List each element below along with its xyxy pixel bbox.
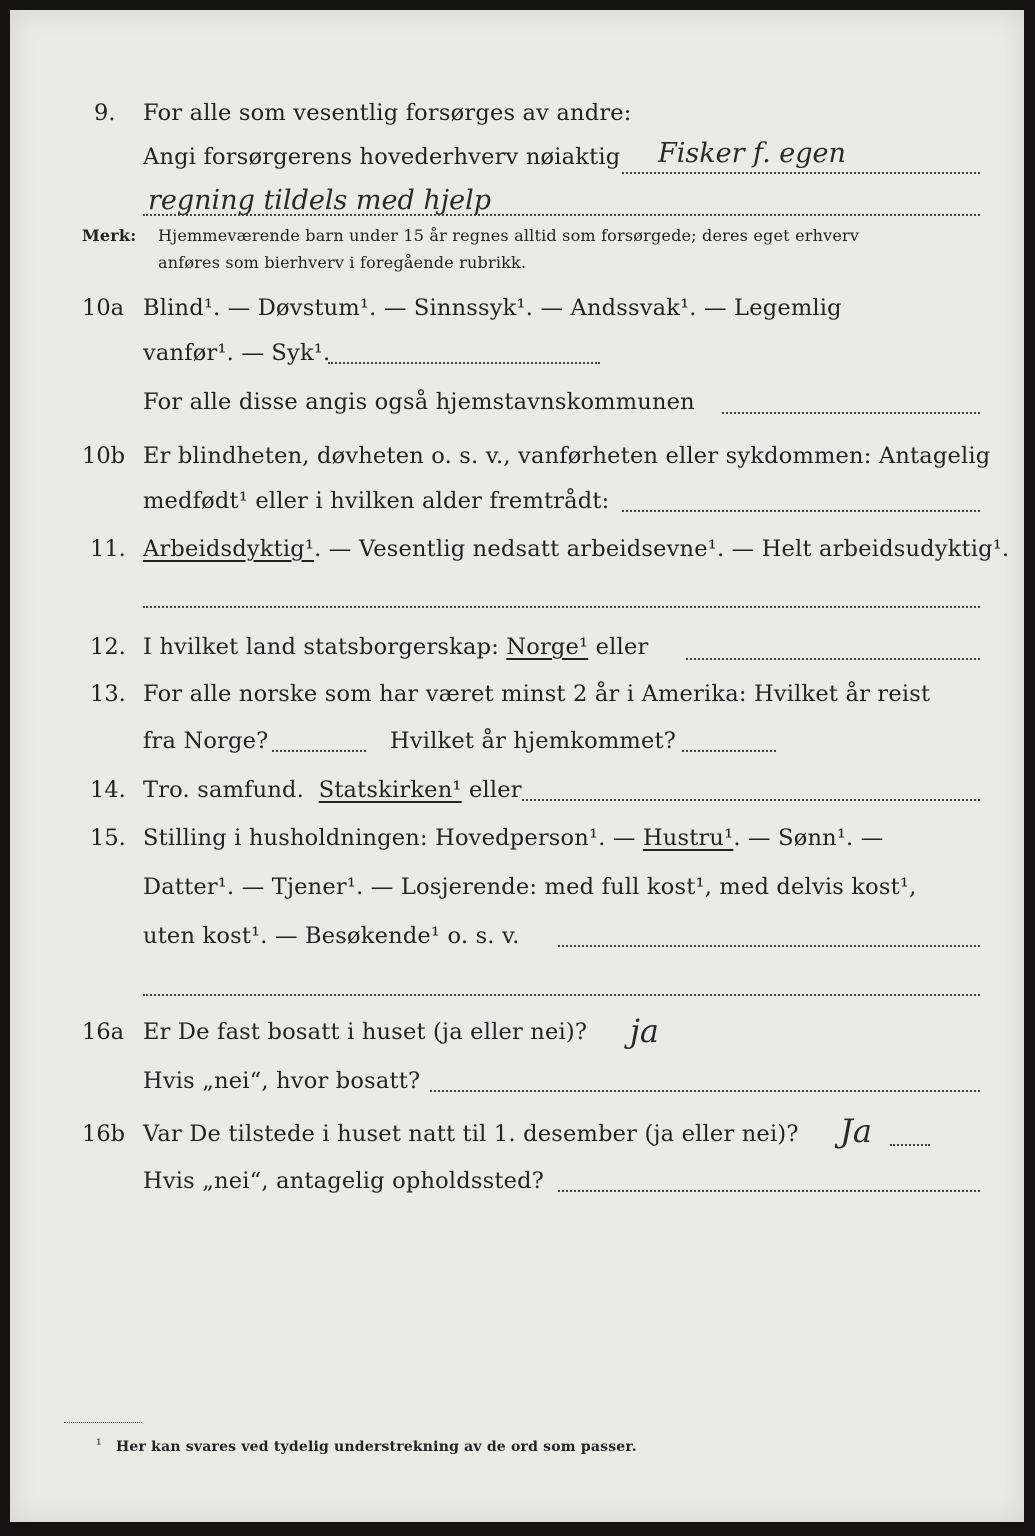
q9-handwritten-answer2[interactable]: regning tildels med hjelp xyxy=(148,185,492,216)
q15-answer-line2 xyxy=(143,994,980,996)
q12-answer-line xyxy=(686,658,980,660)
q16b-line2: Hvis „nei“, antagelig opholdssted? xyxy=(143,1168,545,1194)
q14-line xyxy=(143,775,522,805)
q10a-number: 10a xyxy=(82,295,125,321)
q10a-line1: Blind¹. — Døvstum¹. — Sinnssyk¹. — Andssvak¹. — Legemlig xyxy=(143,295,842,321)
q16a-line2: Hvis „nei“, hvor bosatt? xyxy=(143,1068,421,1094)
q11-line xyxy=(143,534,1009,564)
q10b-number: 10b xyxy=(82,443,126,469)
q10a-line2: vanfør¹. — Syk¹. xyxy=(143,340,331,366)
q11-answer-line xyxy=(143,606,980,608)
q10a-line3: For alle disse angis også hjemstavnskommunen xyxy=(143,389,695,415)
q15-line1a: Stilling i husholdningen: Hovedperson¹. — xyxy=(143,825,636,851)
q13-line2b: Hvilket år hjemkommet? xyxy=(390,728,676,754)
footnote-mark: ¹ xyxy=(96,1437,102,1453)
q16b-answer-line xyxy=(890,1144,930,1146)
q13-number: 13. xyxy=(90,681,126,707)
merk-line1: Hjemmeværende barn under 15 år regnes alltid som forsørgede; deres eget erhverv xyxy=(158,226,860,245)
q9-line2: Angi forsørgerens hovederhverv nøiaktig xyxy=(143,144,621,170)
q15-line2: Datter¹. — Tjener¹. — Losjerende: med full kost¹, med delvis kost¹, xyxy=(143,874,917,900)
q11-number: 11. xyxy=(90,536,126,562)
q16b-handwritten-answer[interactable]: Ja xyxy=(840,1112,872,1150)
q12-norge-underlined[interactable]: Norge¹ xyxy=(506,634,589,660)
q11-rest: . — Vesentlig nedsatt arbeidsevne¹. — Helt arbeidsudyktig¹. xyxy=(314,536,1010,562)
q10a-syk-line xyxy=(328,362,600,364)
q10a-kommune-line xyxy=(722,412,980,414)
q9-number: 9. xyxy=(94,100,116,126)
q10b-line2: medfødt¹ eller i hvilken alder fremtrådt: xyxy=(143,488,610,514)
q9-handwritten-answer1[interactable]: Fisker f. egen xyxy=(658,138,846,169)
q10b-answer-line xyxy=(622,510,980,512)
q12-suffix: eller xyxy=(595,634,649,660)
q13-line1: For alle norske som har været minst 2 år i Amerika: Hvilket år reist xyxy=(143,681,931,707)
q16b-opholdssted-line xyxy=(558,1190,980,1192)
q16b-line1: Var De tilstede i huset natt til 1. desember (ja eller nei)? xyxy=(143,1121,799,1147)
merk-label: Merk: xyxy=(82,226,137,245)
q14-number: 14. xyxy=(90,777,126,803)
q9-answer-line1 xyxy=(622,172,980,174)
q14-answer-line xyxy=(522,799,980,801)
q13-hjemkommet-line xyxy=(682,750,776,752)
q15-number: 15. xyxy=(90,825,126,851)
q14-prefix: Tro. samfund. xyxy=(143,777,304,803)
q12-prefix: I hvilket land statsborgerskap: xyxy=(143,634,499,660)
census-form-page xyxy=(10,10,1024,1522)
q14-suffix: eller xyxy=(468,777,522,803)
q12-line xyxy=(143,632,648,662)
merk-line2: anføres som bierhverv i foregående rubrikk. xyxy=(158,253,527,272)
q16a-number: 16a xyxy=(82,1019,125,1045)
q11-arbeidsdyktig-underlined[interactable]: Arbeidsdyktig¹ xyxy=(143,536,315,562)
footnote-rule xyxy=(64,1422,142,1423)
q10b-line1: Er blindheten, døvheten o. s. v., vanførheten eller sykdommen: Antagelig xyxy=(143,443,991,469)
q13-line2a: fra Norge? xyxy=(143,728,269,754)
q16a-handwritten-answer[interactable]: ja xyxy=(630,1012,659,1050)
q15-line3: uten kost¹. — Besøkende¹ o. s. v. xyxy=(143,923,520,949)
q15-hustru-underlined[interactable]: Hustru¹ xyxy=(642,825,734,851)
q9-answer-line2 xyxy=(143,214,980,216)
q9-line1: For alle som vesentlig forsørges av andre: xyxy=(143,100,632,126)
q15-line1b: . — Sønn¹. — xyxy=(733,825,884,851)
footnote-text: Her kan svares ved tydelig understrekning av de ord som passer. xyxy=(116,1439,637,1455)
q13-reist-line xyxy=(272,750,366,752)
q15-line1 xyxy=(143,823,883,853)
q15-answer-line xyxy=(558,945,980,947)
q16b-number: 16b xyxy=(82,1121,126,1147)
q12-number: 12. xyxy=(90,634,126,660)
q16a-answer-line xyxy=(430,1090,980,1092)
q16a-line1: Er De fast bosatt i huset (ja eller nei)? xyxy=(143,1019,588,1045)
q14-statskirken-underlined[interactable]: Statskirken¹ xyxy=(318,777,462,803)
